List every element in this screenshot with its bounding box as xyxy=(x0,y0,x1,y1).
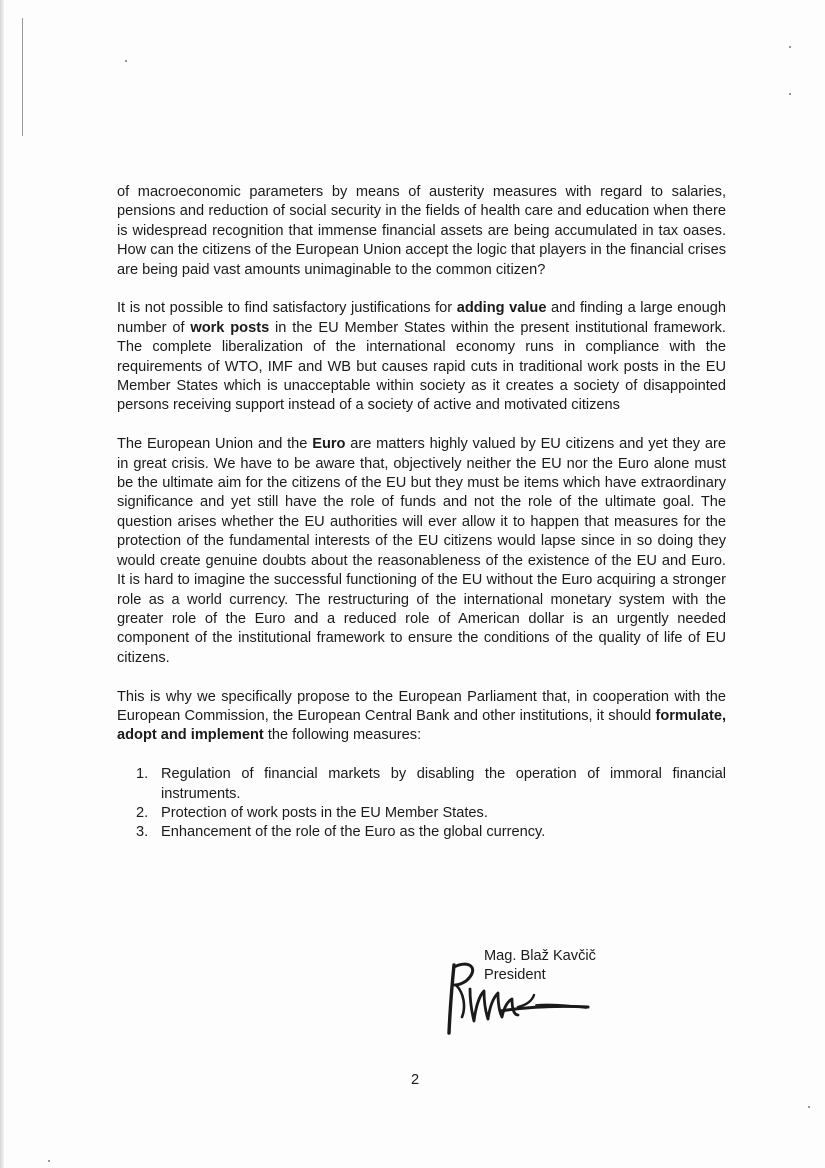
list-item-text: Regulation of financial markets by disabling the operation of immoral financial instruments. xyxy=(161,766,726,802)
scan-speck xyxy=(789,46,791,48)
list-item-number: 3. xyxy=(136,824,149,841)
signatory-name: Mag. Blaž Kavčič xyxy=(484,948,596,964)
measures-list xyxy=(117,765,726,843)
list-item-text: Enhancement of the role of the Euro as the global currency. xyxy=(161,824,546,841)
list-item xyxy=(117,804,726,823)
list-item xyxy=(117,823,726,842)
list-item-number: 1. xyxy=(136,766,149,783)
paragraph-text: and finding a large enough number of xyxy=(117,300,726,336)
bold-phrase: adding value xyxy=(456,300,547,317)
paragraph-work-posts xyxy=(117,299,726,415)
bold-phrase: work posts xyxy=(190,319,270,336)
bold-phrase: Euro xyxy=(312,436,346,453)
scan-edge xyxy=(0,0,4,1168)
paragraph-text: It is not possible to find satisfactory justifications for xyxy=(117,300,457,317)
paragraph-text: This is why we specifically propose to the European Parliament that, in cooperation with the European Commission, the European Central Bank and other institutions, it should xyxy=(117,688,726,724)
bold-phrase: formulate, adopt and implement xyxy=(117,707,726,744)
paragraph-austerity xyxy=(117,183,726,280)
signatory-title: President xyxy=(484,967,546,984)
list-item-text: Protection of work posts in the EU Member States. xyxy=(161,804,488,821)
page-number: 2 xyxy=(410,1072,420,1088)
signature-block xyxy=(484,947,596,986)
scan-speck xyxy=(808,1106,810,1108)
paragraph-proposal xyxy=(117,688,726,746)
scan-speck xyxy=(125,60,127,62)
paragraph-text: of macroeconomic parameters by means of austerity measures with regard to salaries, pensions and reduction of social security in the fields of health care and education when there is widespread recognition that immense financial assets are being accumulated in tax oases. How can the citizens of the European Union accept the logic that players in the financial crises are being paid vast amounts unimaginable to the common citizen? xyxy=(117,184,726,278)
paragraph-text: are matters highly valued by EU citizens and yet they are in great crisis. We have to be aware that, objectively neither the EU nor the Euro alone must be the ultimate aim for the citizens of the EU but they must be items which have extraordinary significance and yet still have the role of funds and not the role of the ultimate goal. The question arises whether the EU authorities will ever allow it to happen that measures for the protection of the fundamental interests of the EU citizens would lapse since in so doing they would create genuine doubts about the reasonableness of the existence of the EU and Euro. It is hard to imagine the successful functioning of the EU without the Euro acquiring a stronger role as a world currency. The restructuring of the international monetary system with the greater role of the Euro and a reduced role of American dollar is an urgently needed component of the institutional framework to ensure the conditions of the quality of life of EU citizens. xyxy=(117,436,727,666)
paragraph-text: the following measures: xyxy=(263,727,422,744)
paragraph-text: The European Union and the xyxy=(117,436,313,453)
scan-speck xyxy=(48,1160,50,1162)
paragraph-euro xyxy=(117,435,726,668)
list-item-number: 2. xyxy=(136,804,149,821)
list-item xyxy=(117,765,726,804)
letter-body xyxy=(117,183,726,843)
scan-artifact-line xyxy=(22,18,23,136)
paragraph-text: in the EU Member States within the present institutional framework. The complete liberalization of the international economy runs in compliance with the requirements of WTO, IMF and WB but causes rapid cuts in traditional work posts in the EU Member States which is unacceptable within society as it creates a society of disappointed persons receiving support instead of a society of active and motivated citizens xyxy=(117,319,726,414)
scan-speck xyxy=(789,93,791,95)
